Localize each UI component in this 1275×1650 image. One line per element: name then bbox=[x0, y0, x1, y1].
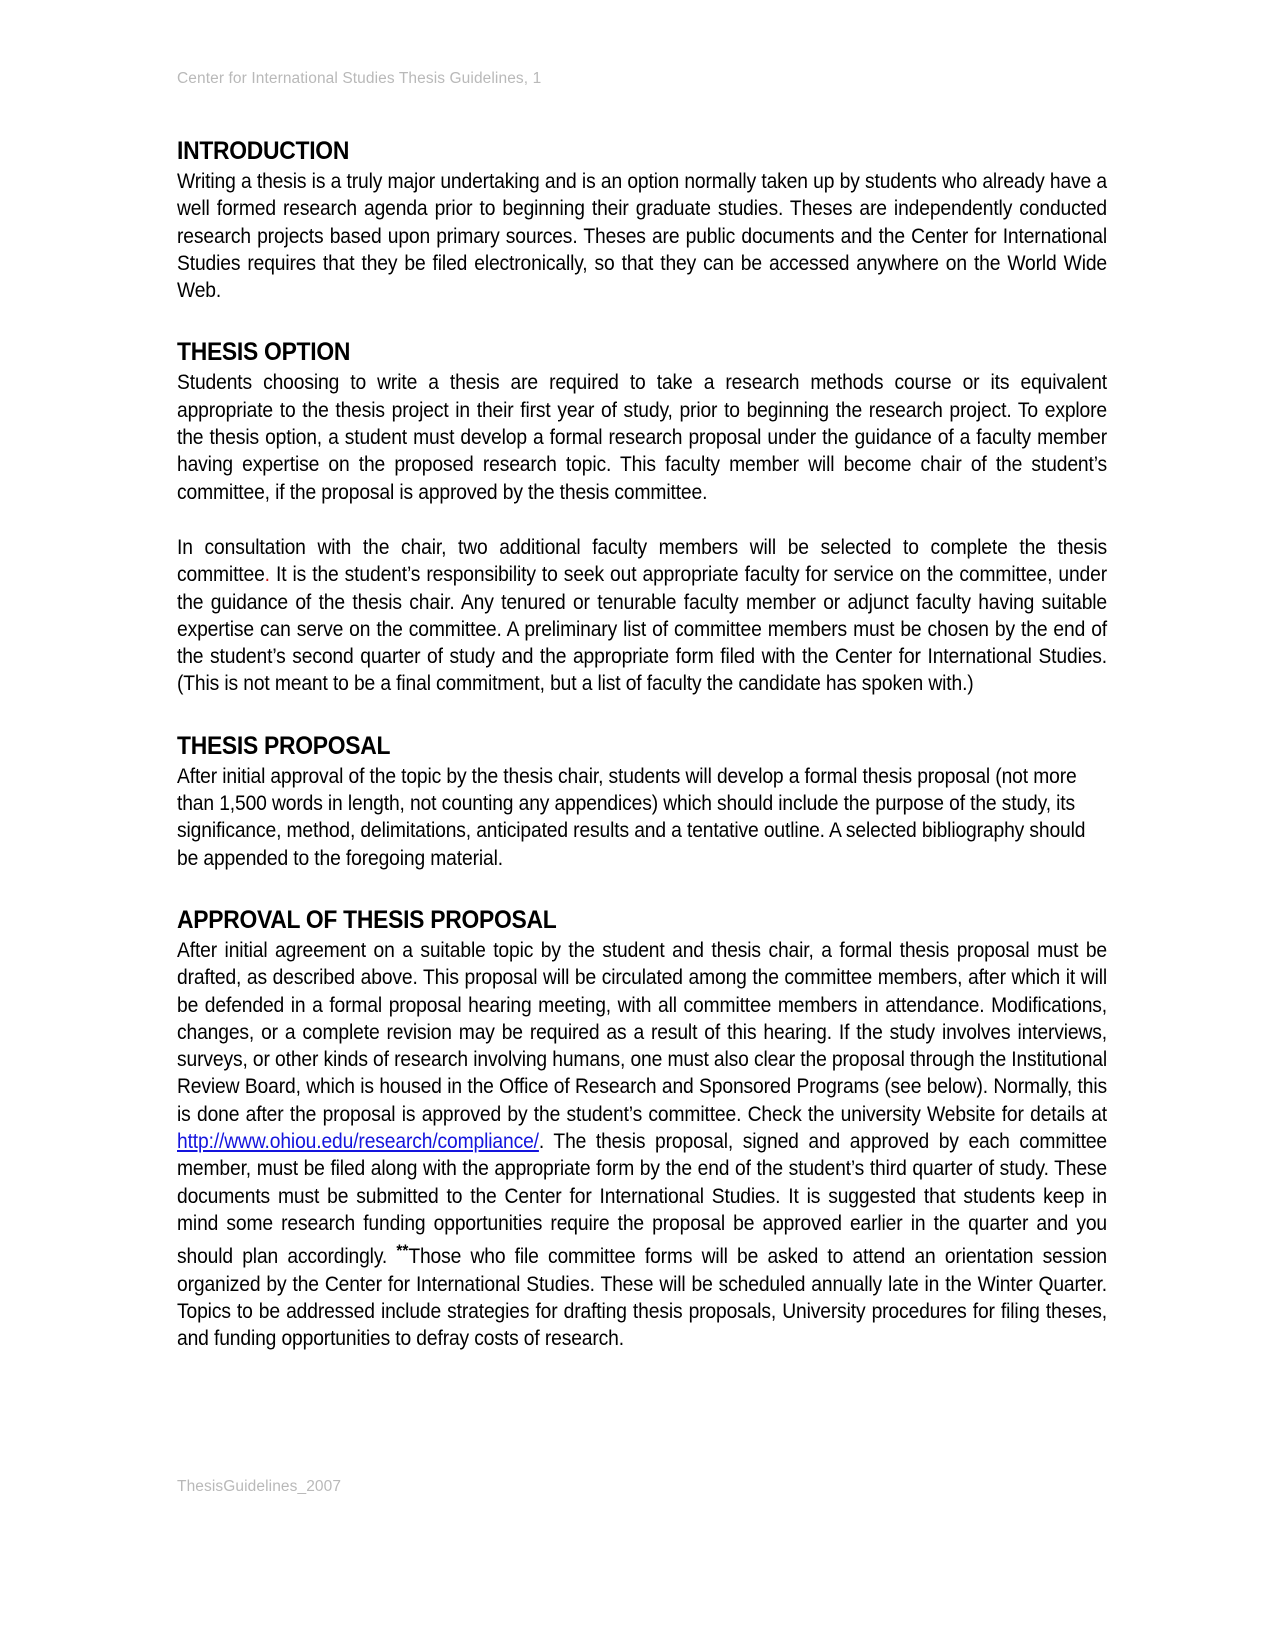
approval-text-part-3: Those who file committee forms will be asked to attend an orientation session organized by the Center for International Studies. These will be scheduled annually late in the Winter Quarter. Topics to be addressed include strategies for drafting thesis proposals, University procedures for filing theses, and funding opportunities to defray costs of research. bbox=[177, 1244, 1108, 1351]
paragraph-thesis-proposal: After initial approval of the topic by the thesis chair, students will develop a formal thesis proposal (not more than 1,500 words in length, not counting any appendices) which should include the purpose of the study, its significance, method, delimitations, anticipated results and a tentative outline. A selected bibliography should be appended to the foregoing material. bbox=[177, 763, 1086, 870]
paragraph-thesis-option-2 bbox=[177, 534, 1107, 698]
approval-text-part-1: After initial agreement on a suitable topic by the student and thesis chair, a formal thesis proposal must be drafted, as described above. This proposal will be circulated among the committee members, after which it will be defended in a formal proposal hearing meeting, with all committee members in attendance. Modifications, changes, or a complete revision may be required as a result of this hearing. If the study involves interviews, surveys, or other kinds of research involving humans, one must also clear the proposal through the Institutional Review Board, which is housed in the Office of Research and Sponsored Programs (see below). Normally, this is done after the proposal is approved by the student’s committee. Check the university Website for details at bbox=[177, 937, 1108, 1126]
paragraph-spacer bbox=[177, 506, 1107, 534]
document-body bbox=[177, 137, 1107, 1352]
red-period-mark: . bbox=[264, 562, 270, 587]
section-spacer bbox=[177, 872, 1107, 906]
heading-introduction: INTRODUCTION bbox=[177, 137, 350, 165]
heading-thesis-option: THESIS OPTION bbox=[177, 338, 351, 367]
compliance-url-link[interactable]: http://www.ohiou.edu/research/compliance/ bbox=[177, 1129, 539, 1154]
running-footer: ThesisGuidelines_2007 bbox=[177, 1478, 342, 1495]
heading-thesis-proposal: THESIS PROPOSAL bbox=[177, 731, 391, 760]
section-spacer bbox=[177, 304, 1107, 338]
heading-approval-of-thesis-proposal: APPROVAL OF THESIS PROPOSAL bbox=[177, 905, 557, 934]
section-spacer bbox=[177, 698, 1107, 732]
running-header: Center for International Studies Thesis Guidelines, 1 bbox=[177, 70, 542, 87]
paragraph-thesis-option-2-lead: In consultation with the chair, two additional faculty members will be selected to complete the thesis committee bbox=[177, 534, 1108, 587]
footnote-marker-double-asterisk: ** bbox=[396, 1241, 409, 1261]
paragraph-thesis-option-2-rest: It is the student’s responsibility to seek out appropriate faculty for service on the committee, under the guidance of the thesis chair. Any tenured or tenurable faculty member or adjunct faculty having suitable expertise can serve on the committee. A preliminary list of committee members must be chosen by the end of the student’s second quarter of study and the appropriate form filed with the Center for International Studies. (This is not meant to be a final commitment, but a list of faculty the candidate has spoken with.) bbox=[177, 562, 1108, 696]
paragraph-introduction: Writing a thesis is a truly major undertaking and is an option normally taken up by students who already have a well formed research agenda prior to beginning their graduate studies. Theses are independently conducted research projects based upon primary sources. Theses are public documents and the Center for International Studies requires that they be filed electronically, so that they can be accessed anywhere on the World Wide Web. bbox=[177, 169, 1108, 303]
approval-text-part-2: . The thesis proposal, signed and approved by each committee member, must be filed along with the appropriate form by the end of the student’s third quarter of study. These documents must be submitted to the Center for International Studies. It is suggested that students keep in mind some research funding opportunities require the proposal be approved earlier in the quarter and you should plan accordingly. bbox=[177, 1129, 1108, 1269]
paragraph-approval-of-thesis-proposal bbox=[177, 937, 1107, 1352]
paragraph-thesis-option-1: Students choosing to write a thesis are required to take a research methods course or its equivalent appropriate to the thesis project in their first year of study, prior to beginning the research project. To explore the thesis option, a student must develop a formal research proposal under the guidance of a faculty member having expertise on the proposed research topic. This faculty member will become chair of the student’s committee, if the proposal is approved by the thesis committee. bbox=[177, 370, 1108, 504]
